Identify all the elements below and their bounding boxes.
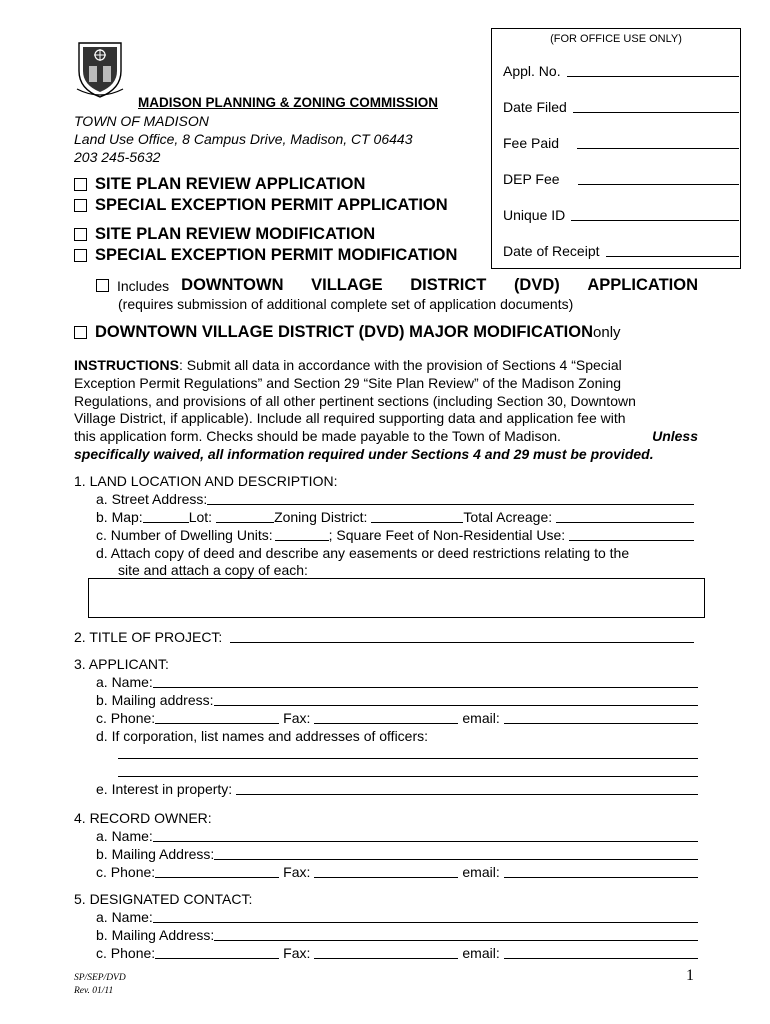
contact-mailing-address-field[interactable]: b. Mailing Address:	[96, 927, 698, 943]
officers-line-1[interactable]	[118, 758, 698, 759]
instructions-label: INSTRUCTIONS	[74, 357, 179, 373]
checkbox-box[interactable]	[74, 249, 87, 262]
owner-contact-row[interactable]: c. Phone: Fax: email:	[96, 864, 698, 880]
section-1-title: 1. LAND LOCATION AND DESCRIPTION:	[74, 473, 338, 489]
office-use-box	[491, 28, 741, 269]
checkbox-site-plan-modification[interactable]	[74, 225, 375, 244]
street-address-field[interactable]: a. Street Address:	[96, 491, 694, 507]
dvd-application-title: DOWNTOWN VILLAGE DISTRICT (DVD) APPLICATION	[181, 276, 698, 294]
appl-no-field[interactable]	[503, 63, 739, 79]
checkbox-special-exception-modification[interactable]	[74, 246, 457, 265]
owner-mailing-address-field[interactable]: b. Mailing Address:	[96, 846, 698, 862]
applicant-mailing-address-field[interactable]: b. Mailing address:	[96, 692, 698, 708]
town-name: TOWN OF MADISON	[74, 113, 209, 129]
project-title-field[interactable]: 2. TITLE OF PROJECT:	[74, 629, 694, 645]
dvd-major-mod-label: DOWNTOWN VILLAGE DISTRICT (DVD) MAJOR MODIFICATION	[95, 323, 594, 341]
checkbox-box[interactable]	[74, 199, 87, 212]
includes-label: Includes	[117, 277, 170, 294]
unique-id-label: Unique ID	[503, 207, 566, 223]
form-code: SP/SEP/DVD	[74, 973, 126, 983]
checkbox-box[interactable]	[74, 228, 87, 241]
date-filed-label: Date Filed	[503, 99, 567, 115]
town-seal-icon	[75, 37, 125, 99]
application-type-label: SITE PLAN REVIEW MODIFICATION	[95, 225, 376, 243]
date-of-receipt-field[interactable]	[503, 243, 739, 259]
application-type-label: SPECIAL EXCEPTION PERMIT APPLICATION	[95, 196, 448, 214]
office-phone: 203 245-5632	[74, 149, 161, 165]
owner-name-field[interactable]: a. Name:	[96, 828, 698, 844]
section-5-title: 5. DESIGNATED CONTACT:	[74, 891, 253, 907]
corporation-officers-instruction: d. If corporation, list names and addresses of officers:	[96, 728, 429, 744]
form-revision: Rev. 01/11	[74, 986, 114, 996]
dvd-major-mod-suffix: only	[593, 324, 621, 341]
checkbox-box[interactable]	[96, 279, 109, 292]
contact-contact-row[interactable]: c. Phone: Fax: email:	[96, 945, 698, 961]
fee-paid-field[interactable]	[503, 135, 739, 151]
interest-in-property-field[interactable]: e. Interest in property:	[96, 781, 698, 797]
checkbox-special-exception-permit[interactable]	[74, 196, 448, 215]
date-filed-field[interactable]	[503, 99, 739, 115]
deed-restrictions-instruction: d. Attach copy of deed and describe any easements or deed restrictions relating to the site and attach a copy of each:	[96, 545, 630, 578]
application-type-label: SPECIAL EXCEPTION PERMIT MODIFICATION	[95, 246, 458, 264]
appl-no-label: Appl. No.	[503, 63, 561, 79]
page-number: 1	[686, 967, 694, 984]
applicant-contact-row[interactable]: c. Phone: Fax: email:	[96, 710, 698, 726]
deed-description-textbox[interactable]	[88, 578, 705, 618]
dep-fee-label: DEP Fee	[503, 171, 560, 187]
checkbox-box[interactable]	[74, 178, 87, 191]
fee-paid-label: Fee Paid	[503, 135, 560, 151]
applicant-name-field[interactable]: a. Name:	[96, 674, 698, 690]
date-of-receipt-label: Date of Receipt	[503, 243, 600, 259]
commission-title: MADISON PLANNING & ZONING COMMISSION	[138, 95, 438, 110]
instructions-paragraph: INSTRUCTIONS: Submit all data in accordance with the provision of Sections 4 “Special Exception Permit Regulations” and Section 29 “Site Plan Review” of the Madison Zoning Regulations, and provisions of all other pertinent sections (including Section 30, Downtown Village District, if applicable). Include all required supporting data and application fee with this application form. Checks should be made payable to the Town of Madison. Unless specifically waived, all information required under Sections 4 and 29 must be provided.	[74, 357, 698, 462]
dep-fee-field[interactable]	[503, 171, 739, 187]
checkbox-dvd-major-modification[interactable]	[74, 323, 621, 342]
officers-line-2[interactable]	[118, 776, 698, 777]
office-use-title: (FOR OFFICE USE ONLY)	[550, 33, 682, 45]
office-address: Land Use Office, 8 Campus Drive, Madison, CT 06443	[74, 131, 413, 147]
unique-id-field[interactable]	[503, 207, 739, 223]
contact-name-field[interactable]: a. Name:	[96, 909, 698, 925]
map-lot-zone-acreage-row[interactable]: b. Map: Lot: Zoning District: Total Acreage:	[96, 509, 694, 525]
section-3-title: 3. APPLICANT:	[74, 656, 169, 672]
checkbox-site-plan-review[interactable]	[74, 175, 365, 194]
checkbox-includes-dvd[interactable]	[96, 276, 698, 295]
application-type-label: SITE PLAN REVIEW APPLICATION	[95, 175, 366, 193]
checkbox-box[interactable]	[74, 326, 87, 339]
dwelling-units-sqft-row[interactable]: c. Number of Dwelling Units: ; Square Feet of Non-Residential Use:	[96, 527, 694, 543]
dvd-note: (requires submission of additional complete set of application documents)	[118, 296, 574, 312]
section-4-title: 4. RECORD OWNER:	[74, 810, 212, 826]
